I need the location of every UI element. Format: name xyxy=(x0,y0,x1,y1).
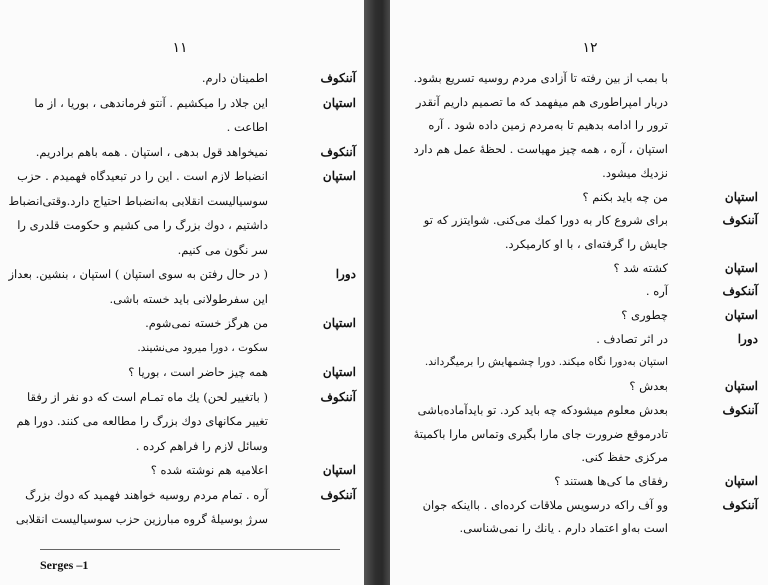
dialogue-line: من هرگز خسته نمی‌شوم. xyxy=(145,316,268,330)
speaker-name: آننکوف xyxy=(722,497,758,512)
dialogue-line: جایش را گرفته‌ای ، با او کارمیکرد. xyxy=(504,236,668,251)
dialogue-line: است بەاو اعتماد دارم . یانك را نمی‌شناسی. xyxy=(459,521,668,536)
speaker-name: استپان xyxy=(724,260,758,275)
speaker-name: آننکوف xyxy=(722,284,758,299)
dialogue-line: اعلامیه هم نوشته شده ؟ xyxy=(150,463,268,477)
page-number: ۱۲ xyxy=(582,40,598,56)
left-page xyxy=(0,0,364,585)
dialogue-line: آره . xyxy=(645,284,668,299)
right-page xyxy=(390,0,768,585)
dialogue-line: ( باتغییر لحن) يك ماه تمـام است كه دو نفر از رفقا xyxy=(27,389,268,404)
speaker-name: دورا xyxy=(737,331,758,346)
speaker-name: استپان xyxy=(322,365,356,379)
dialogue-line: انضباط لازم است . این را در تبعیدگاه فهمیدم . حزب xyxy=(17,169,268,183)
dialogue-line: رفقای ما کی‌ها هستند ؟ xyxy=(554,473,668,488)
page-number: ۱۱ xyxy=(172,40,188,56)
speaker-name: آننکوف xyxy=(722,213,758,228)
speaker-name: استپان xyxy=(724,473,758,488)
speaker-name: استپان xyxy=(724,308,758,322)
dialogue-line: ترور را ادامه بدهیم تا بەمردم زمین داده شود . آره xyxy=(428,118,668,133)
dialogue-line: داشتیم ، دوك بزرگ را می کشیم و حکومت قلدری را xyxy=(17,218,268,232)
dialogue-line: من چه باید بکنم ؟ xyxy=(582,189,668,204)
dialogue-line: مرکزی حفظ کنی. xyxy=(581,450,668,465)
dialogue-line: استپان بەدورا نگاه میکند. دورا چشمهایش را برمیگرداند. xyxy=(424,356,668,369)
speaker-name: آننکوف xyxy=(320,71,356,85)
dialogue-line: استپان ، آره ، همه چیز مهیاست . لحظهٔ عمل هم دارد xyxy=(413,142,668,157)
dialogue-line: وسائل لازم را فراهم کرده . xyxy=(135,438,268,453)
speaker-name: دورا xyxy=(335,267,356,281)
footer-mark: Serges –1 xyxy=(40,558,89,572)
dialogue-line: سکوت ، دورا میرود می‌نشیند. xyxy=(137,341,268,354)
dialogue-line: برای شروع کار به دورا کمك می‌کنی. شوایتزر که تو xyxy=(423,213,668,228)
dialogue-line: نمیخواهد قول بدهی ، استپان . همه باهم برادریم. xyxy=(35,144,268,159)
dialogue-line: در اثر تصادف . xyxy=(596,331,668,346)
dialogue-line: تادرموقع ضرورت جای مارا بگیری وتماس مارا باکمیتهٔ xyxy=(413,426,668,441)
speaker-name: استپان xyxy=(322,169,356,183)
book-gutter xyxy=(364,0,390,585)
speaker-name: آننکوف xyxy=(320,144,356,159)
dialogue-line: همه چیز حاضر است ، بوریا ؟ xyxy=(128,365,268,379)
dialogue-line: نزدیك میشود. xyxy=(602,165,668,180)
dialogue-line: وو آف راکه درسویس ملاقات کرده‌ای . بااینکه جوان xyxy=(422,497,668,512)
speaker-name: استپان xyxy=(724,189,758,204)
dialogue-line: سرژ بوسیلهٔ گروه مبارزین حزب سوسیالیست انقلابی xyxy=(15,512,268,526)
speaker-name: آننکوف xyxy=(320,389,356,404)
dialogue-line: بعدش معلوم میشودکه چه باید کرد. تو بایدآماده‌باشی xyxy=(417,402,668,417)
dialogue-line: ( در حال رفتن به سوی استپان ) استپان ، بنشین. بعداز xyxy=(8,267,268,281)
speaker-name: آننکوف xyxy=(722,402,758,417)
dialogue-line: بعدش ؟ xyxy=(629,379,668,394)
dialogue-line: اطمینان دارم. xyxy=(201,71,268,85)
speaker-name: آننکوف xyxy=(320,487,356,502)
speaker-name: استپان xyxy=(322,463,356,477)
dialogue-line: این جلاد را میکشیم . آنتو فرماندهی ، بوریا ، از ما xyxy=(34,95,268,110)
dialogue-line: کشته شد ؟ xyxy=(613,260,668,275)
dialogue-line: سوسیالیست انقلابی به‌انضباط احتیاج دارد.وقتی‌انضباط xyxy=(8,193,268,208)
dialogue-line: با بمب از بین رفته تا آزادی مردم روسیه تسریع بشود. xyxy=(413,71,668,85)
dialogue-line: چطوری ؟ xyxy=(621,308,668,322)
dialogue-line: تغییر مکانهای دوك بزرگ را مطالعه می کنند. دورا هم xyxy=(16,414,268,428)
speaker-name: استپان xyxy=(724,379,758,394)
dialogue-line: دربار امپراطوری هم میفهمد که ما تصمیم داریم آنقدر xyxy=(415,94,668,109)
dialogue-line: این سفرطولانی باید خسته باشی. xyxy=(109,291,268,306)
dialogue-line: آره . تمام مردم روسیه خواهند فهمید که دوك بزرگ xyxy=(25,487,268,502)
dialogue-line: اطاعت . xyxy=(226,120,268,134)
speaker-name: استپان xyxy=(322,95,356,110)
speaker-name: استپان xyxy=(322,316,356,330)
dialogue-line: سر نگون می کنیم. xyxy=(177,242,268,257)
footer-rule xyxy=(40,549,340,550)
